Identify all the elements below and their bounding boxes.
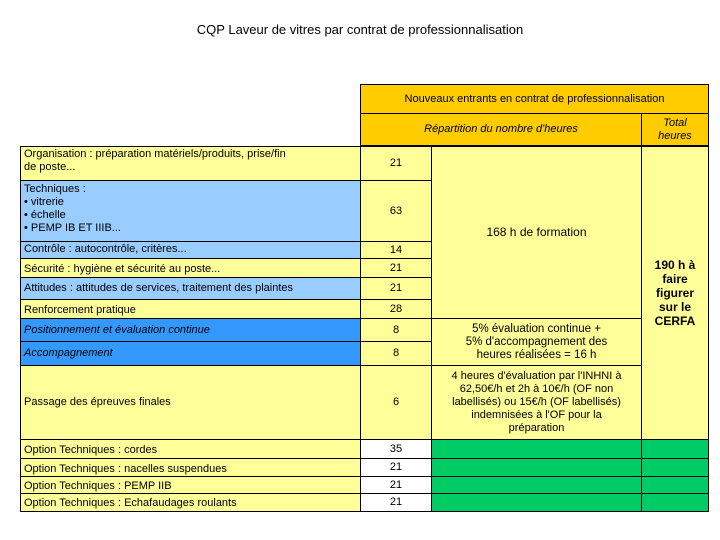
row-opt-pemp-hours: 21 <box>360 476 432 494</box>
row-accompagnement-label: Accompagnement <box>20 341 361 366</box>
note-formation: 168 h de formation <box>431 146 642 319</box>
row-positionnement-hours: 8 <box>360 318 432 342</box>
row-controle-label: Contrôle : autocontrôle, critères... <box>20 241 361 259</box>
option-cell <box>641 493 709 512</box>
option-cell <box>431 493 642 512</box>
row-attitudes-label: Attitudes : attitudes de services, traitement des plaintes <box>20 277 361 300</box>
row-passage-label: Passage des épreuves finales <box>20 365 361 440</box>
note-evaluation: 5% évaluation continue + 5% d'accompagnement des heures réalisées = 16 h <box>431 318 642 366</box>
note-total: 190 h à faire figurer sur le CERFA <box>641 146 709 440</box>
row-renforcement-label: Renforcement pratique <box>20 299 361 319</box>
row-passage-hours: 6 <box>360 365 432 440</box>
header-group-label: Nouveaux entrants en contrat de professionnalisation <box>404 92 665 105</box>
row-opt-cordes-label: Option Techniques : cordes <box>20 439 361 459</box>
row-securite-label: Sécurité : hygiène et sécurité au poste... <box>20 258 361 278</box>
row-accompagnement-hours: 8 <box>360 341 432 366</box>
row-positionnement-label: Positionnement et évaluation continue <box>20 318 361 342</box>
row-renforcement-hours: 28 <box>360 299 432 319</box>
option-cell <box>641 439 709 459</box>
row-controle-hours: 14 <box>360 241 432 259</box>
page-title: CQP Laveur de vitres par contrat de professionnalisation <box>196 22 524 37</box>
row-organisation-label: Organisation : préparation matériels/produits, prise/fin de poste... <box>20 146 361 181</box>
row-techniques-label: Techniques : • vitrerie • échelle • PEMP IB ET IIIB... <box>20 180 361 242</box>
row-opt-nacelles-label: Option Techniques : nacelles suspendues <box>20 458 361 477</box>
row-opt-echafaudages-label: Option Techniques : Echafaudages roulants <box>20 493 361 512</box>
row-opt-cordes-hours: 35 <box>360 439 432 459</box>
row-opt-pemp-label: Option Techniques : PEMP IIB <box>20 476 361 494</box>
option-cell <box>641 458 709 477</box>
option-cell <box>641 476 709 494</box>
option-cell <box>431 476 642 494</box>
row-opt-nacelles-hours: 21 <box>360 458 432 477</box>
option-cell <box>431 458 642 477</box>
header-repartition: Répartition du nombre d'heures <box>360 113 642 146</box>
row-attitudes-hours: 21 <box>360 277 432 300</box>
option-cell <box>431 439 642 459</box>
note-passage: 4 heures d'évaluation par l'INHNI à 62,50€/h et 2h à 10€/h (OF non labellisés) ou 15€/h (OF labellisés) indemnisées à l'OF pour la préparation <box>431 365 642 440</box>
row-securite-hours: 21 <box>360 258 432 278</box>
header-total-heures: Total heures <box>641 113 709 146</box>
row-organisation-hours: 21 <box>360 146 432 181</box>
row-opt-echafaudages-hours: 21 <box>360 493 432 512</box>
header-group <box>360 84 709 114</box>
row-techniques-hours: 63 <box>360 180 432 242</box>
